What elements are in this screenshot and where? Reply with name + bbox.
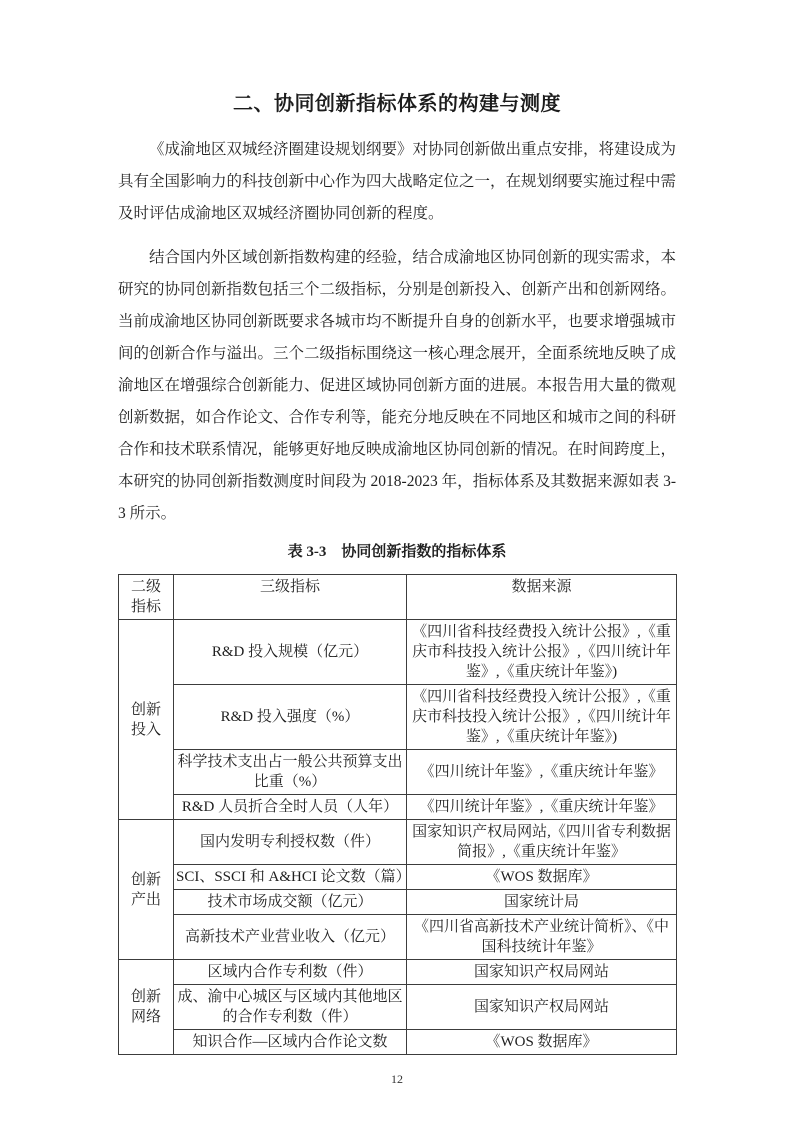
- indicator-cell: 科学技术支出占一般公共预算支出比重（%）: [174, 750, 407, 795]
- table-row: [119, 960, 677, 985]
- table-row: [119, 620, 677, 685]
- header-data-source: 数据来源: [407, 575, 677, 620]
- source-cell: 《四川省科技经费投入统计公报》,《重庆市科技投入统计公报》,《四川统计年鉴》,《重庆统计年鉴》): [407, 685, 677, 750]
- source-cell: 《四川统计年鉴》,《重庆统计年鉴》: [407, 795, 677, 820]
- section-heading: 二、协同创新指标体系的构建与测度: [233, 93, 561, 115]
- category-cell-innovation-input: 创新投入: [119, 620, 174, 820]
- table-row: [119, 820, 677, 865]
- paragraph-intro: 《成渝地区双城经济圈建设规划纲要》对协同创新做出重点安排，将建设成为具有全国影响力的科技创新中心作为四大战略定位之一，在规划纲要实施过程中需及时评估成渝地区双城经济圈协同创新的程度。: [118, 141, 677, 222]
- header-tertiary-indicator: 三级指标: [174, 575, 407, 620]
- source-cell: 《四川省科技经费投入统计公报》,《重庆市科技投入统计公报》,《四川统计年鉴》,《重庆统计年鉴》): [407, 620, 677, 685]
- table-caption: 表 3-3 协同创新指数的指标体系: [287, 544, 507, 560]
- category-cell-innovation-network: 创新网络: [119, 960, 174, 1055]
- table-row: [119, 795, 677, 820]
- indicator-cell: 技术市场成交额（亿元）: [174, 890, 407, 915]
- page-number: 12: [391, 1072, 403, 1086]
- indicator-cell: 知识合作—区域内合作论文数: [174, 1030, 407, 1055]
- source-cell: 《四川统计年鉴》,《重庆统计年鉴》: [407, 750, 677, 795]
- table-header-row: [119, 575, 677, 620]
- source-cell: 《WOS 数据库》: [407, 865, 677, 890]
- table-row: [119, 1030, 677, 1055]
- indicator-cell: R&D 人员折合全时人员（人年）: [174, 795, 407, 820]
- indicator-cell: 区域内合作专利数（件）: [174, 960, 407, 985]
- source-cell: 国家知识产权局网站: [407, 960, 677, 985]
- source-cell: 国家统计局: [407, 890, 677, 915]
- source-cell: 《WOS 数据库》: [407, 1030, 677, 1055]
- indicator-cell: SCI、SSCI 和 A&HCI 论文数（篇）: [174, 865, 407, 890]
- table-row: [119, 865, 677, 890]
- indicator-cell: 高新技术产业营业收入（亿元）: [174, 915, 407, 960]
- table-row: [119, 890, 677, 915]
- source-cell: 国家知识产权局网站,《四川省专利数据简报》,《重庆统计年鉴》: [407, 820, 677, 865]
- header-secondary-indicator: 二级指标: [119, 575, 174, 620]
- indicator-system-table: [118, 574, 677, 1055]
- source-cell: 国家知识产权局网站: [407, 985, 677, 1030]
- indicator-cell: R&D 投入规模（亿元）: [174, 620, 407, 685]
- source-cell: 《四川省高新技术产业统计简析》、《中国科技统计年鉴》: [407, 915, 677, 960]
- paragraph-index-description: 结合国内外区域创新指数构建的经验，结合成渝地区协同创新的现实需求，本研究的协同创新指数包括三个二级指标，分别是创新投入、创新产出和创新网络。当前成渝地区协同创新既要求各城市均不断提升自身的创新水平，也要求增强城市间的创新合作与溢出。三个二级指标围绕这一核心理念展开，全面系统地反映了成渝地区在增强综合创新能力、促进区域协同创新方面的进展。本报告用大量的微观创新数据，如合作论文、合作专利等，能充分地反映在不同地区和城市之间的科研合作和技术联系情况，能够更好地反映成渝地区协同创新的情况。在时间跨度上，本研究的协同创新指数测度时间段为 2018-2023 年，指标体系及其数据来源如表 3-3 所示。: [118, 249, 677, 522]
- indicator-cell: 国内发明专利授权数（件）: [174, 820, 407, 865]
- category-cell-innovation-output: 创新产出: [119, 820, 174, 960]
- indicator-cell: R&D 投入强度（%）: [174, 685, 407, 750]
- table-row: [119, 685, 677, 750]
- table-row: [119, 915, 677, 960]
- table-row: [119, 985, 677, 1030]
- table-row: [119, 750, 677, 795]
- indicator-cell: 成、渝中心城区与区域内其他地区的合作专利数（件）: [174, 985, 407, 1030]
